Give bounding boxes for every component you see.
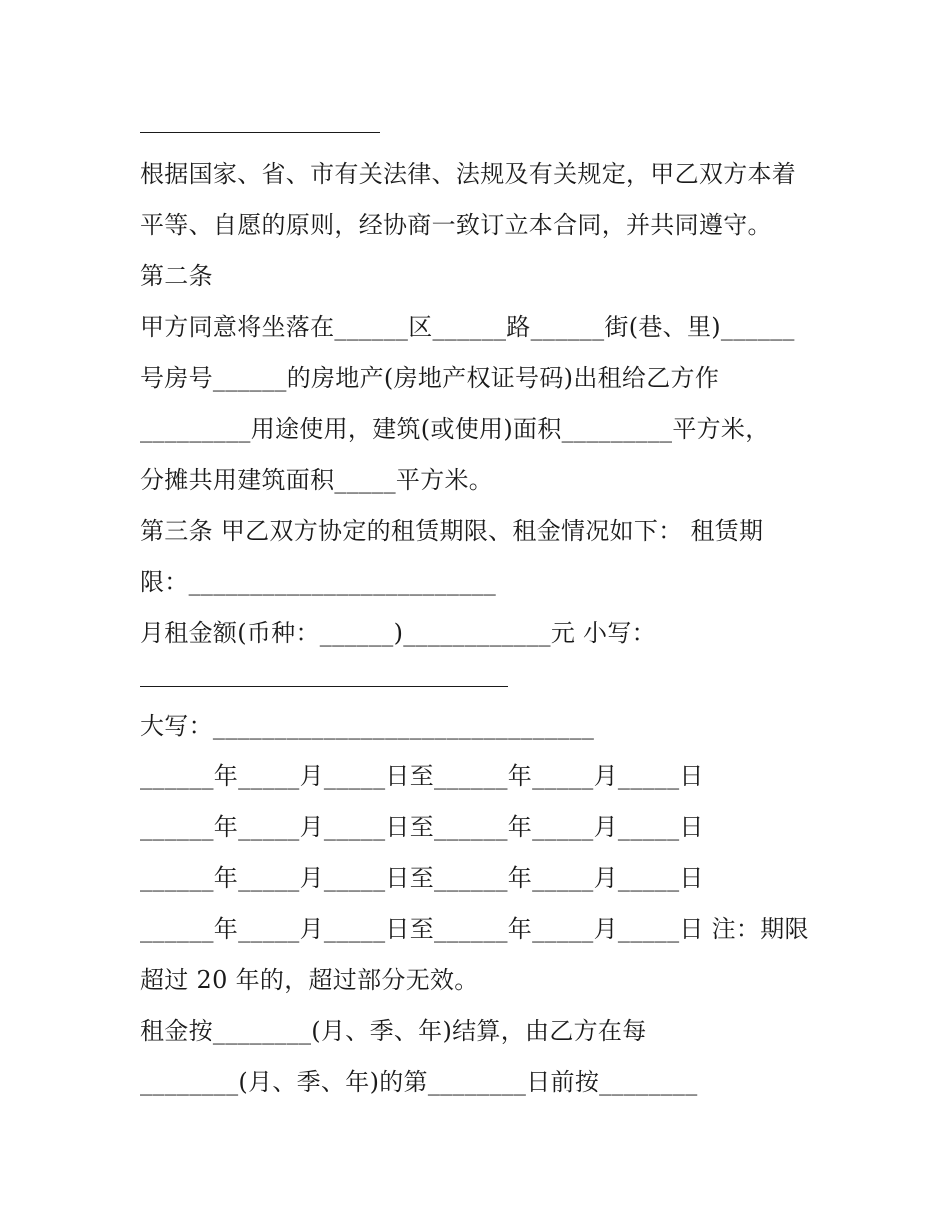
lease-term-line: 限：_________________________ [140,568,497,596]
amount-uppercase-line: 大写：_______________________________ [140,712,595,740]
top-blank-line [140,132,380,133]
clause-intro-line-2: 平等、自愿的原则，经协商一致订立本合同，并共同遵守。 [140,211,772,239]
settlement-line-1: 租金按________(月、季、年)结算，由乙方在每 [140,1017,647,1045]
article-2-line-2: 号房号______的房地产(房地产权证号码)出租给乙方作 [140,364,720,392]
article-2-line-4: 分摊共用建筑面积_____平方米。 [140,466,494,494]
date-range-line-2: ______年_____月_____日至______年_____月_____日 [140,813,704,841]
clause-intro-line-1: 根据国家、省、市有关法律、法规及有关规定，甲乙双方本着 [140,160,797,188]
date-range-line-3: ______年_____月_____日至______年_____月_____日 [140,864,704,892]
date-range-line-4: ______年_____月_____日至______年_____月_____日 注：期限 [140,915,809,943]
article-2-line-3: _________用途使用，建筑(或使用)面积_________平方米， [140,415,770,443]
amount-lowercase-blank-line [140,686,508,687]
article-3-line-1: 第三条 甲乙双方协定的租赁期限、租金情况如下： 租赁期 [140,517,764,545]
term-note-line: 超过 20 年的，超过部分无效。 [140,966,479,994]
settlement-line-2: ________(月、季、年)的第________日前按________ [140,1068,698,1096]
article-2-line-1: 甲方同意将坐落在______区______路______街(巷、里)______ [140,313,795,341]
date-range-line-1: ______年_____月_____日至______年_____月_____日 [140,762,704,790]
monthly-rent-line: 月租金额(币种：______)____________元 小写： [140,619,656,647]
article-2-heading: 第二条 [140,262,213,290]
